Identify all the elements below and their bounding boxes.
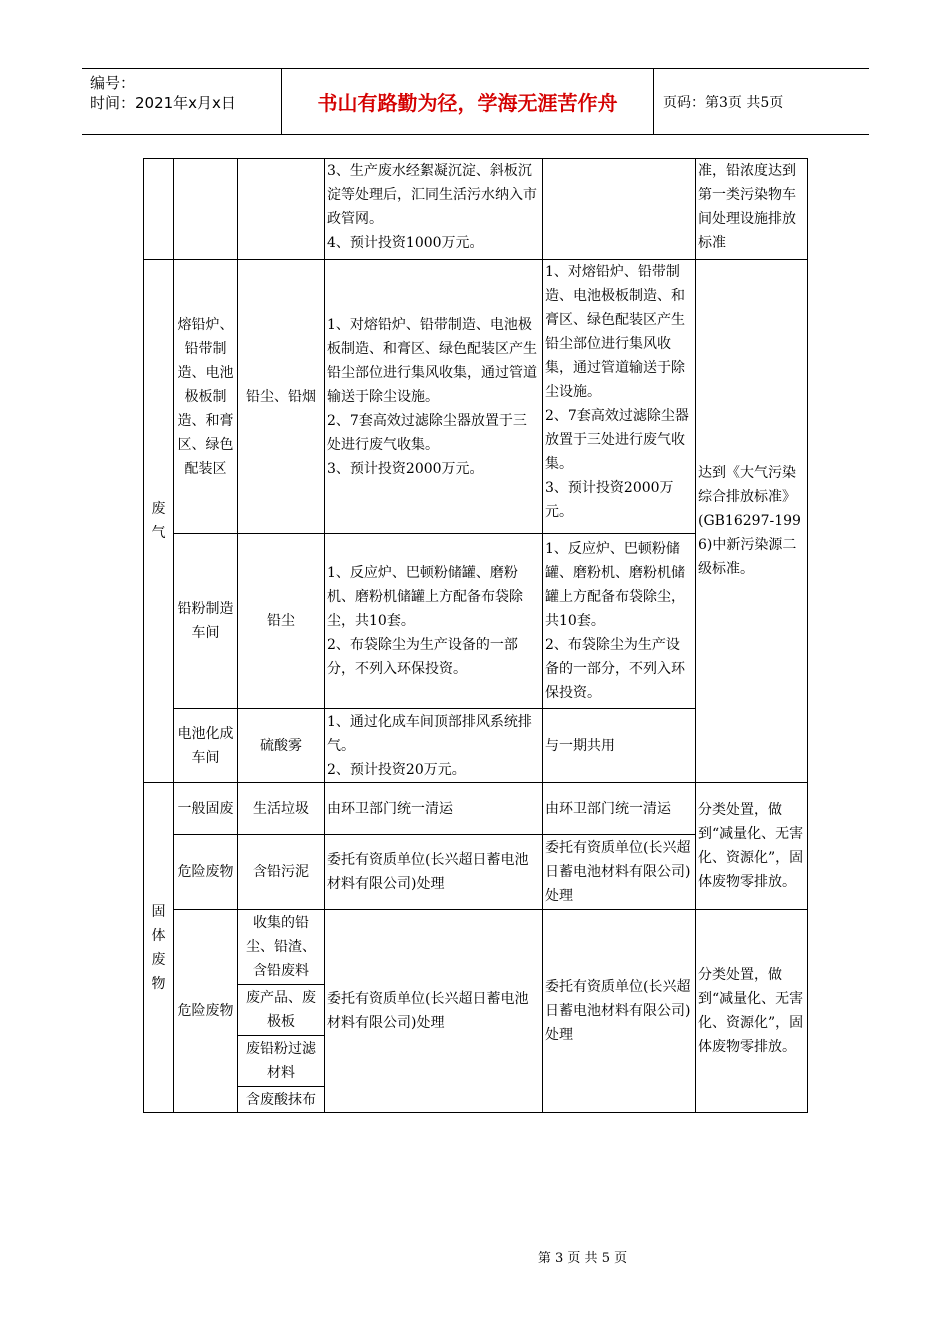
category-gas: 废气 [144,260,174,783]
cell: 委托有资质单位(长兴超日蓄电池材料有限公司)处理 [325,910,543,1113]
page-header [82,68,869,135]
cell: 熔铅炉、铅带制造、电池极板制造、和膏区、绿色配装区 [174,260,238,534]
cell: 废铅粉过滤材料 [238,1036,325,1087]
cell: 废产品、废极板 [238,985,325,1036]
cell: 委托有资质单位(长兴超日蓄电池材料有限公司)处理 [543,910,696,1113]
table-row [144,910,808,985]
cell: 3、生产废水经絮凝沉淀、斜板沉淀等处理后，汇同生活污水纳入市政管网。 4、预计投资1000万元。 [325,159,543,260]
cell: 1、对熔铅炉、铅带制造、电池极板制造、和膏区、绿色配装区产生铅尘部位进行集风收集，通过管道输送于除尘设施。 2、7套高效过滤除尘器放置于三处进行废气收集。 3、预计投资2000万元。 [325,260,543,534]
table-row [144,159,808,260]
cell: 委托有资质单位(长兴超日蓄电池材料有限公司)处理 [325,835,543,910]
cell: 电池化成车间 [174,709,238,783]
cell: 硫酸雾 [238,709,325,783]
header-motto: 书山有路勤为径，学海无涯苦作舟 [282,69,654,134]
table-row [144,260,808,534]
cell: 1、反应炉、巴顿粉储罐、磨粉机、磨粉机储罐上方配备布袋除尘，共10套。 2、布袋除尘为生产设备的一部分，不列入环保投资。 [325,534,543,709]
cell: 分类处置，做到“减量化、无害化、资源化”，固体废物零排放。 [696,910,808,1113]
cell: 铅粉制造车间 [174,534,238,709]
cell: 含废酸抹布 [238,1087,325,1113]
cell: 1、对熔铅炉、铅带制造、电池极板制造、和膏区、绿色配装区产生铅尘部位进行集风收集，通过管道输送于除尘设施。 2、7套高效过滤除尘器放置于三处进行废气收集。 3、预计投资2000万元。 [543,260,696,534]
cell: 由环卫部门统一清运 [543,783,696,835]
measures-table [143,158,808,1113]
cell: 由环卫部门统一清运 [325,783,543,835]
cell: 委托有资质单位(长兴超日蓄电池材料有限公司)处理 [543,835,696,910]
table-row [144,783,808,835]
cell: 1、反应炉、巴顿粉储罐、磨粉机、磨粉机储罐上方配备布袋除尘，共10套。 2、布袋除尘为生产设备的一部分，不列入环保投资。 [543,534,696,709]
cell: 一般固废 [174,783,238,835]
cell: 准，铅浓度达到第一类污染物车间处理设施排放标准 [696,159,808,260]
cell: 分类处置，做到“减量化、无害化、资源化”，固体废物零排放。 [696,783,808,910]
number-label: 编号： [90,74,136,92]
header-meta [82,69,282,134]
header-page: 页码：第3页 共5页 [663,94,784,111]
cell: 危险废物 [174,835,238,910]
cell: 危险废物 [174,910,238,1113]
cell: 铅尘 [238,534,325,709]
page-footer: 第 3 页 共 5 页 [537,1251,628,1266]
cell: 含铅污泥 [238,835,325,910]
cell: 与一期共用 [543,709,696,783]
cell: 铅尘、铅烟 [238,260,325,534]
cell: 生活垃圾 [238,783,325,835]
cell: 达到《大气污染综合排放标准》(GB16297-1996)中新污染源二级标准。 [696,260,808,783]
cell: 收集的铅尘、铅渣、含铅废料 [238,910,325,985]
time-label: 时间：2021年x月x日 [90,94,236,112]
category-solid: 固体废物 [144,783,174,1113]
cell: 1、通过化成车间顶部排风系统排气。 2、预计投资20万元。 [325,709,543,783]
